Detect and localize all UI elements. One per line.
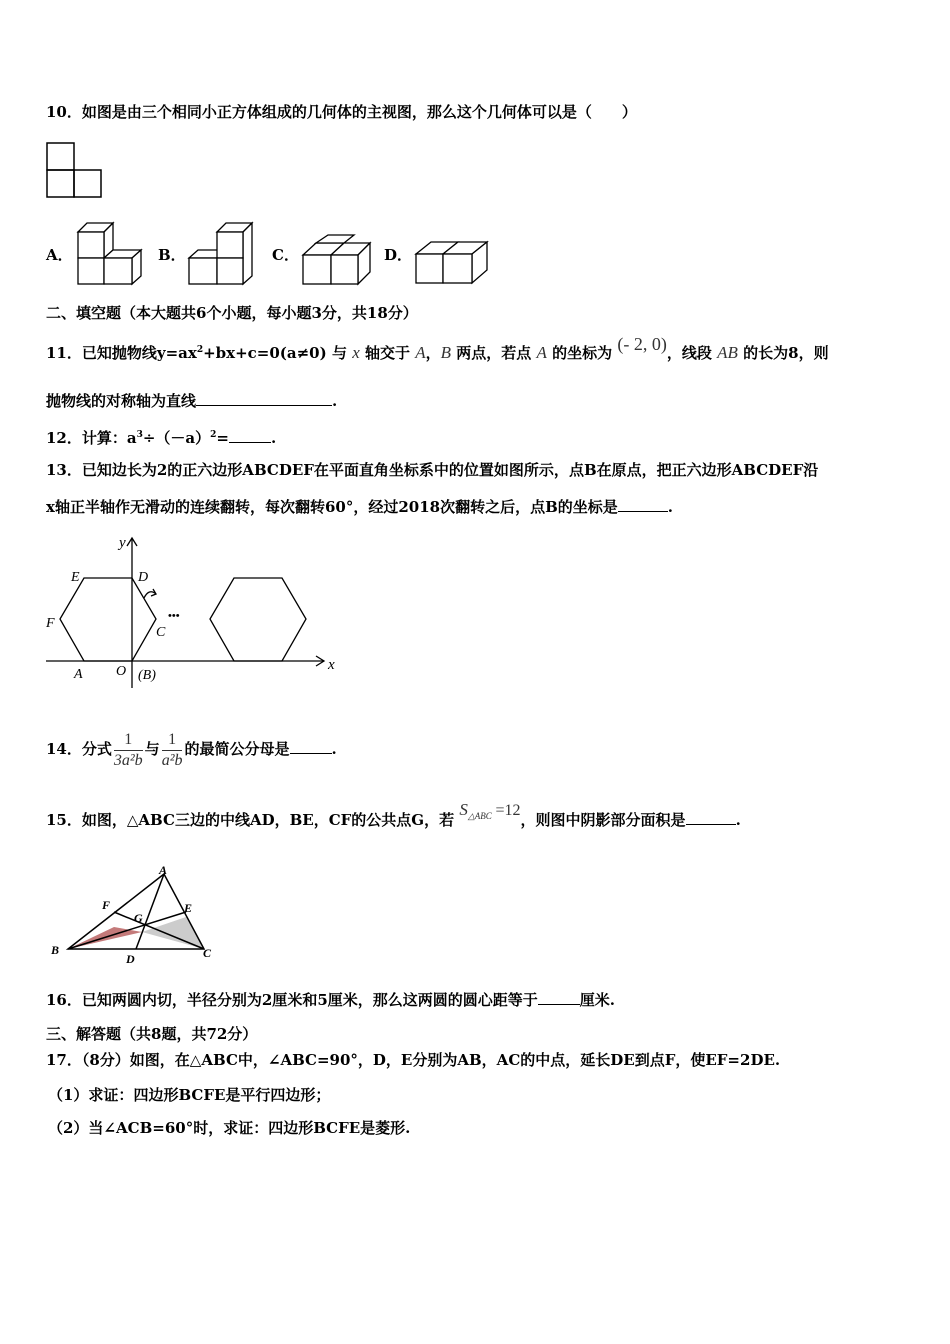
option-d-figure[interactable] [413, 238, 489, 286]
q11-text-6: ，线段 [666, 344, 712, 362]
question-11: 11．已知抛物线$y=ax^2+bx+c=0(a\ne 0)$ 与 x 轴交于 A，B 两点，若点 A 的坐标为 (- 2, 0)，线段 AB 的长为8，则 [46, 334, 829, 362]
q14-f1-den: 3a²b [113, 751, 143, 769]
label-o: O [116, 664, 127, 679]
option-a-figure[interactable] [75, 217, 145, 285]
front-view-figure [46, 142, 104, 200]
q13-line2-text: x轴正半轴作无滑动的连续翻转，每次翻转60°，经过2018次翻转之后，点B的坐标是 [46, 498, 618, 516]
label-a: A [74, 667, 83, 682]
label-e: E [71, 570, 80, 585]
q11-segment-ab: AB [717, 343, 738, 362]
triangle-figure [46, 862, 226, 967]
q15-sub: △ABC [467, 811, 492, 821]
q11-text-7: 的长为8，则 [743, 344, 829, 362]
q16-answer-blank[interactable] [538, 990, 580, 1005]
q11-eq-rest: +bx+c=0(a≠0) [203, 344, 327, 362]
question-11-line2 [46, 391, 337, 411]
q12-answer-blank[interactable] [229, 428, 271, 443]
q15-text-2: ，则图中阴影部分面积是 [520, 811, 686, 829]
q14-f2-den: a²b [161, 751, 183, 769]
q11-text-3: 轴交于 [365, 344, 411, 362]
q14-f2-num: 1 [162, 730, 183, 751]
label-b: B [51, 943, 60, 957]
q15-eq: =12 [495, 802, 521, 819]
label-g: G [134, 911, 143, 925]
question-13-line2 [46, 497, 673, 517]
q12-text-3: = [216, 429, 229, 447]
label-d: D [126, 952, 135, 966]
hexagon-figure [46, 532, 346, 692]
q11-point-a: A [415, 343, 426, 362]
option-b-figure[interactable] [186, 217, 256, 285]
question-17: 17．（8分）如图，在△ABC中，∠ABC=90°，D，E分别为AB，AC的中点，延长DE到点F，使EF=2DE. [46, 1051, 781, 1069]
q11-comma: ， [425, 344, 441, 362]
q14-text-3: 的最简公分母是 [184, 740, 290, 758]
q14-end: . [331, 740, 337, 758]
q11-line2-text: 抛物线的对称轴为直线 [46, 392, 197, 410]
q14-fraction-1 [114, 730, 143, 771]
label-d: D [138, 570, 149, 585]
label-e: E [184, 901, 193, 915]
question-17-part1: （1）求证：四边形BCFE是平行四边形； [48, 1086, 331, 1104]
option-c-figure[interactable] [300, 235, 370, 285]
q12-text-2: ÷（－a） [142, 429, 211, 447]
option-b-label[interactable]: B． [158, 246, 186, 264]
q15-area-expr [459, 800, 521, 821]
q14-text-2: 与 [144, 740, 160, 758]
question-12: 12．计算：$a^3\div(-a)^2=$ . [46, 429, 277, 447]
label-f: F [102, 898, 111, 912]
q14-answer-blank[interactable] [290, 739, 332, 754]
ellipsis: ••• [168, 610, 180, 622]
q12-end: . [271, 429, 277, 447]
question-13-line1: 13．已知边长为2的正六边形ABCDEF在平面直角坐标系中的位置如图所示，点B在原点，把正六边形ABCDEF沿 [46, 461, 819, 479]
label-y: y [119, 535, 126, 551]
q11-text: 11．已知抛物线 [46, 344, 157, 362]
option-c-label[interactable]: C． [272, 246, 299, 264]
q15-s: S [459, 800, 468, 819]
question-15 [46, 800, 741, 836]
option-a-label[interactable]: A． [46, 246, 73, 264]
q11-text-5: 的坐标为 [552, 344, 613, 362]
q15-text: 15．如图，△ABC三边的中线AD，BE，CF的公共点G，若 [46, 811, 455, 829]
section-3-heading: 三、解答题（共8题，共72分） [46, 1025, 258, 1043]
q11-coord: (- 2, 0) [617, 334, 667, 354]
question-16 [46, 990, 615, 1010]
q15-answer-blank[interactable] [686, 810, 736, 825]
q11-point-a2: A [536, 343, 547, 362]
q11-x: x [352, 343, 360, 362]
label-x: x [328, 657, 335, 673]
q11-end: . [332, 392, 338, 410]
q16-text-2: 厘米. [579, 991, 615, 1009]
q11-text-4: 两点，若点 [456, 344, 532, 362]
q11-text-2: 与 [331, 344, 347, 362]
q16-text: 16．已知两圆内切，半径分别为2厘米和5厘米，那么这两圆的圆心距等于 [46, 991, 538, 1009]
q14-text: 14．分式 [46, 740, 112, 758]
label-f: F [46, 616, 55, 631]
q14-fraction-2 [162, 730, 183, 771]
q13-end: . [667, 498, 673, 516]
q11-point-b: B [440, 343, 452, 362]
label-b: (B) [138, 668, 156, 683]
q12-text: 12．计算：a [46, 429, 137, 447]
section-2-heading: 二、填空题（本大题共6个小题，每小题3分，共18分） [46, 304, 418, 322]
label-c: C [203, 946, 212, 960]
question-14 [46, 728, 337, 771]
question-17-part2: （2）当∠ACB=60°时，求证：四边形BCFE是菱形. [48, 1119, 411, 1137]
q11-eq: y=ax [156, 344, 197, 362]
label-a: A [159, 863, 168, 877]
q14-f1-num: 1 [114, 730, 143, 751]
question-10: 10．如图是由三个相同小正方体组成的几何体的主视图，那么这个几何体可以是（ ） [46, 103, 637, 121]
q15-end: . [735, 811, 741, 829]
label-c: C [156, 625, 166, 640]
q11-answer-blank[interactable] [196, 391, 332, 406]
option-d-label[interactable]: D． [384, 246, 413, 264]
q13-answer-blank[interactable] [618, 497, 668, 512]
